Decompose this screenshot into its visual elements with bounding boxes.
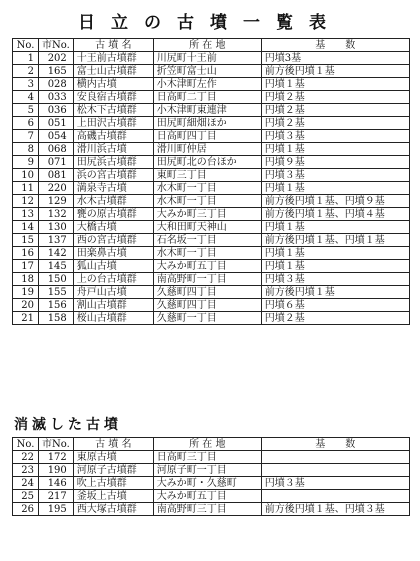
cell-count: 円墳１基 <box>261 182 409 195</box>
cell-location: 田尻町細畑ほか <box>153 117 261 130</box>
cell-name: 東原古墳 <box>73 451 153 464</box>
cell-location: 大みか町五丁目 <box>153 260 261 273</box>
table-header-row <box>13 39 410 52</box>
cell-location: 小木津町東連津 <box>153 104 261 117</box>
cell-city-no: 220 <box>39 182 74 195</box>
cell-count: 円墳２基 <box>261 104 409 117</box>
cell-city-no: 081 <box>39 169 74 182</box>
cell-no: 21 <box>13 312 39 325</box>
cell-location: 田尻町北の台ほか <box>153 156 261 169</box>
cell-no: 4 <box>13 91 39 104</box>
cell-no: 1 <box>13 52 39 65</box>
cell-name: 釜坂上古墳 <box>73 490 153 503</box>
cell-no: 25 <box>13 490 39 503</box>
cell-count: 円墳３基 <box>261 130 409 143</box>
header-location: 所 在 地 <box>153 39 261 52</box>
cell-name: 十王前古墳群 <box>73 52 153 65</box>
cell-location: 大みか町・久慈町 <box>153 477 261 490</box>
cell-location: 久慈町四丁目 <box>153 286 261 299</box>
cell-count <box>261 464 409 477</box>
header-no: No. <box>13 438 39 451</box>
cell-location: 河原子町一丁目 <box>153 464 261 477</box>
cell-city-no: 142 <box>39 247 74 260</box>
cell-location: 日高町三丁目 <box>153 451 261 464</box>
cell-name: 田楽鼻古墳 <box>73 247 153 260</box>
table-row <box>13 65 410 78</box>
cell-no: 14 <box>13 221 39 234</box>
cell-location: 大みか町五丁目 <box>153 490 261 503</box>
cell-count: 円墳９基 <box>261 156 409 169</box>
cell-location: 大みか町三丁目 <box>153 208 261 221</box>
cell-count: 円墳１基 <box>261 143 409 156</box>
table-row <box>13 490 410 503</box>
cell-city-no: 150 <box>39 273 74 286</box>
cell-location: 日高町四丁目 <box>153 130 261 143</box>
cell-city-no: 130 <box>39 221 74 234</box>
cell-name: 割山古墳群 <box>73 299 153 312</box>
cell-name: 高磯古墳群 <box>73 130 153 143</box>
table-row <box>13 52 410 65</box>
cell-count: 円墳２基 <box>261 117 409 130</box>
cell-no: 10 <box>13 169 39 182</box>
header-count: 基 数 <box>261 39 409 52</box>
cell-count: 円墳１基 <box>261 221 409 234</box>
cell-no: 8 <box>13 143 39 156</box>
cell-city-no: 145 <box>39 260 74 273</box>
cell-count: 前方後円墳１基 <box>261 65 409 78</box>
cell-no: 19 <box>13 286 39 299</box>
cell-city-no: 190 <box>39 464 74 477</box>
cell-no: 5 <box>13 104 39 117</box>
cell-name: 浜の宮古墳群 <box>73 169 153 182</box>
table-row <box>13 169 410 182</box>
table-row <box>13 221 410 234</box>
cell-location: 小木津町左作 <box>153 78 261 91</box>
cell-name: 上田沢古墳群 <box>73 117 153 130</box>
cell-location: 南高野町三丁目 <box>153 503 261 516</box>
section-title-destroyed: 消滅した古墳 <box>14 417 122 433</box>
cell-city-no: 137 <box>39 234 74 247</box>
cell-location: 水木町一丁目 <box>153 182 261 195</box>
cell-name: 田尻浜古墳群 <box>73 156 153 169</box>
cell-no: 9 <box>13 156 39 169</box>
cell-city-no: 217 <box>39 490 74 503</box>
cell-count: 前方後円墳１基 <box>261 286 409 299</box>
table-row <box>13 182 410 195</box>
page-title: 日立の古墳一覧表 <box>78 13 342 33</box>
cell-count: 前方後円墳１基、円墳９基 <box>261 195 409 208</box>
cell-count: 円墳２基 <box>261 312 409 325</box>
cell-count <box>261 451 409 464</box>
cell-no: 2 <box>13 65 39 78</box>
cell-no: 3 <box>13 78 39 91</box>
table-row <box>13 312 410 325</box>
cell-location: 水木町一丁目 <box>153 247 261 260</box>
cell-name: 安良宿古墳群 <box>73 91 153 104</box>
cell-no: 20 <box>13 299 39 312</box>
header-count: 基 数 <box>261 438 409 451</box>
cell-name: 河原子古墳群 <box>73 464 153 477</box>
table-row <box>13 104 410 117</box>
cell-city-no: 071 <box>39 156 74 169</box>
cell-location: 滑川町仲居 <box>153 143 261 156</box>
table-row <box>13 130 410 143</box>
cell-count: 円墳3基 <box>261 52 409 65</box>
table-row <box>13 208 410 221</box>
cell-name: 富士山古墳群 <box>73 65 153 78</box>
table-header-row <box>13 438 410 451</box>
destroyed-kofun-table <box>12 437 410 516</box>
cell-city-no: 033 <box>39 91 74 104</box>
cell-no: 24 <box>13 477 39 490</box>
table-row <box>13 451 410 464</box>
cell-name: 舟戸山古墳 <box>73 286 153 299</box>
table-row <box>13 299 410 312</box>
cell-count: 円墳３基 <box>261 273 409 286</box>
cell-name: 上の台古墳群 <box>73 273 153 286</box>
header-no: No. <box>13 39 39 52</box>
cell-city-no: 158 <box>39 312 74 325</box>
table-row <box>13 143 410 156</box>
cell-name: 水木古墳群 <box>73 195 153 208</box>
header-name: 古 墳 名 <box>73 39 153 52</box>
cell-city-no: 165 <box>39 65 74 78</box>
cell-no: 17 <box>13 260 39 273</box>
header-city-no: 市No. <box>39 438 74 451</box>
table-row <box>13 234 410 247</box>
cell-name: 滑川浜古墳 <box>73 143 153 156</box>
cell-no: 22 <box>13 451 39 464</box>
cell-city-no: 036 <box>39 104 74 117</box>
cell-city-no: 195 <box>39 503 74 516</box>
cell-location: 久慈町一丁目 <box>153 312 261 325</box>
cell-location: 水木町一丁目 <box>153 195 261 208</box>
cell-count: 円墳２基 <box>261 91 409 104</box>
cell-city-no: 132 <box>39 208 74 221</box>
cell-count: 前方後円墳１基、円墳３基 <box>261 503 409 516</box>
cell-count <box>261 490 409 503</box>
cell-name: 甕の原古墳群 <box>73 208 153 221</box>
cell-location: 東町三丁目 <box>153 169 261 182</box>
cell-no: 18 <box>13 273 39 286</box>
table-row <box>13 464 410 477</box>
cell-name: 松木下古墳群 <box>73 104 153 117</box>
cell-count: 円墳１基 <box>261 247 409 260</box>
cell-count: 円墳６基 <box>261 299 409 312</box>
cell-no: 16 <box>13 247 39 260</box>
cell-count: 円墳１基 <box>261 78 409 91</box>
table-row <box>13 117 410 130</box>
cell-count: 円墳１基 <box>261 260 409 273</box>
cell-name: 狐山古墳 <box>73 260 153 273</box>
table-row <box>13 286 410 299</box>
cell-city-no: 202 <box>39 52 74 65</box>
cell-count: 円墳３基 <box>261 169 409 182</box>
cell-name: 大橋古墳 <box>73 221 153 234</box>
table-row <box>13 78 410 91</box>
cell-city-no: 028 <box>39 78 74 91</box>
cell-city-no: 146 <box>39 477 74 490</box>
cell-name: 吹上古墳群 <box>73 477 153 490</box>
cell-city-no: 129 <box>39 195 74 208</box>
cell-city-no: 172 <box>39 451 74 464</box>
cell-city-no: 051 <box>39 117 74 130</box>
table-row <box>13 91 410 104</box>
table-row <box>13 273 410 286</box>
table-row <box>13 156 410 169</box>
cell-name: 西の宮古墳群 <box>73 234 153 247</box>
header-location: 所 在 地 <box>153 438 261 451</box>
table-row <box>13 195 410 208</box>
table-row <box>13 260 410 273</box>
cell-count: 前方後円墳１基、円墳４基 <box>261 208 409 221</box>
table-row <box>13 247 410 260</box>
cell-city-no: 054 <box>39 130 74 143</box>
cell-no: 7 <box>13 130 39 143</box>
cell-no: 15 <box>13 234 39 247</box>
cell-location: 川尻町十王前 <box>153 52 261 65</box>
cell-no: 13 <box>13 208 39 221</box>
cell-city-no: 156 <box>39 299 74 312</box>
table-row <box>13 477 410 490</box>
cell-count: 円墳３基 <box>261 477 409 490</box>
kofun-table <box>12 38 410 325</box>
cell-location: 南高野町一丁目 <box>153 273 261 286</box>
cell-location: 大和田町天神山 <box>153 221 261 234</box>
cell-no: 23 <box>13 464 39 477</box>
cell-name: 西大塚古墳群 <box>73 503 153 516</box>
cell-no: 12 <box>13 195 39 208</box>
cell-location: 折笠町富士山 <box>153 65 261 78</box>
cell-name: 満泉寺古墳 <box>73 182 153 195</box>
table-row <box>13 503 410 516</box>
cell-name: 桜山古墳群 <box>73 312 153 325</box>
cell-location: 石名坂一丁目 <box>153 234 261 247</box>
cell-no: 11 <box>13 182 39 195</box>
cell-location: 日高町二丁目 <box>153 91 261 104</box>
cell-no: 6 <box>13 117 39 130</box>
cell-location: 久慈町四丁目 <box>153 299 261 312</box>
cell-city-no: 155 <box>39 286 74 299</box>
header-city-no: 市No. <box>39 39 74 52</box>
header-name: 古 墳 名 <box>73 438 153 451</box>
cell-count: 前方後円墳１基、円墳１基 <box>261 234 409 247</box>
cell-no: 26 <box>13 503 39 516</box>
cell-name: 横内古墳 <box>73 78 153 91</box>
cell-city-no: 068 <box>39 143 74 156</box>
